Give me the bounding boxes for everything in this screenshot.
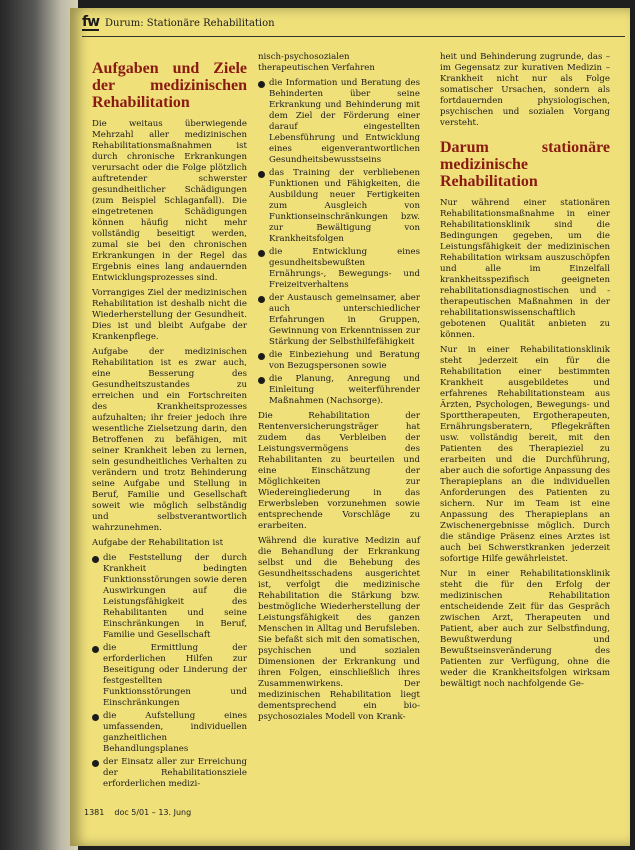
bullet-item: die Aufstellung eines umfassenden, individuellen ganzheitlichen Behandlungsplanes: [92, 711, 247, 755]
paragraph: Die Rehabilitation der Rentenversicherungsträger hat zudem das Verbleiben der Leistungsvermögens des Rehabilitanten zu beurteilen und eine Einschätzung der Möglichkeiten zur Wiedereingliederung in das Erwerbsleben vorzunehmen sowie entsprechende Vorschläge zu erarbeiten.: [258, 411, 420, 531]
bullet-item: die Feststellung der durch Krankheit bedingten Funktionsstörungen sowie deren Auswirkungen auf die Leistungsfähigkeit des Rehabilitanten und seine Einschränkungen in Beruf, Familie und Gesellschaft: [92, 553, 247, 641]
column-1: [92, 52, 247, 794]
paragraph: nisch-psychosozialen therapeutischen Verfahren: [258, 52, 375, 73]
paragraph: Während die kurative Medizin auf die Behandlung der Erkrankung selbst und die Behebung des Gesundheitsschadens ausgerichtet ist, verfolgt die medizinische Rehabilitation die Stärkung bzw. bestmögliche Wiederherstellung der Leistungsfähigkeit des ganzen Menschen in Alltag und Berufsleben. Sie befaßt sich mit den somatischen, psychischen und sozialen Dimensionen der Erkrankung und ihren Folgen, einschließlich ihres Zusammenwirkens. Der medizinischen Rehabilitation liegt dementsprechend ein bio-psychosoziales Modell von Krank-: [258, 536, 420, 722]
journal-reference: doc 5/01 – 13. Jung: [114, 808, 192, 817]
bullet-item: der Einsatz aller zur Erreichung der Rehabilitationsziele erforderlichen medizi-: [92, 757, 247, 790]
bullet-item: der Austausch gemeinsamer, aber auch unterschiedlicher Erfahrungen in Gruppen, Gewinnung von Erkenntnissen zur Stärkung der Selbsthilfefähigkeit: [258, 293, 420, 348]
heading-darum: Darum stationäre medizinische Rehabilitation: [440, 139, 610, 190]
bullet-item: die Entwicklung eines gesundheitsbewußten Ernährungs-, Bewegungs- und Freizeitverhaltens: [258, 247, 420, 291]
paragraph: Vorrangiges Ziel der medizinischen Rehabilitation ist deshalb nicht die Wiederherstellung der Gesundheit. Dies ist und bleibt Aufgabe der Krankenpflege.: [92, 288, 247, 342]
page-footer: [84, 808, 191, 817]
running-header: [82, 12, 627, 34]
page-number: 1381: [84, 808, 105, 817]
journal-logo: fw: [82, 14, 100, 30]
paragraph: Nur in einer Rehabilitationsklinik steht die für den Erfolg der medizinischen Rehabilitation entscheidende Zeit für das Gespräch zwischen Arzt, Therapeuten und Patient, aber auch zur Selbstfindung, Bewußtwerdung und Bewußtseinsveränderung des Patienten zur Verfügung, ohne die weder die Krankheitsfolgen wirksam bewältigt noch nachfolgende Ge-: [440, 569, 610, 689]
bullet-item: das Training der verbliebenen Funktionen und Fähigkeiten, die Ausbildung neuer Fertigkeiten zum Ausgleich von Funktionseinschränkungen bzw. zur Bewältigung von Krankheitsfolgen: [258, 168, 420, 245]
paragraph: heit und Behinderung zugrunde, das – im Gegensatz zur kurativen Medizin – Krankheit nicht nur als Folge somatischer Ursachen, sondern als fortdauernden physiologischen, psychischen und sozialen Vorgang versteht.: [440, 52, 610, 128]
bullet-item: die Planung, Anregung und Einleitung weiterführender Maßnahmen (Nachsorge).: [258, 374, 420, 407]
bullet-item: die Information und Beratung des Behinderten über seine Erkrankung und Behinderung mit dem Ziel der Förderung einer darauf eingestellten Lebensführung und Entwicklung eines eigenverantwortlichen Gesundheitsbewusstseins: [258, 78, 420, 166]
bullet-list: [258, 78, 420, 407]
heading-aufgaben: Aufgaben und Ziele der medizinischen Rehabilitation: [92, 60, 247, 111]
paragraph: Aufgabe der Rehabilitation ist: [92, 538, 224, 548]
bullet-list: [92, 553, 247, 790]
section-title: Durum: Stationäre Rehabilitation: [105, 17, 275, 29]
paragraph: Aufgabe der medizinischen Rehabilitation ist es zwar auch, eine Besserung des Gesundheitszustandes zu erreichen und ein Fortschreiten des Krankheitsprozesses aufzuhalten; ihr freier jedoch ihre wesentliche Zielsetzung darin, den Betroffenen zu befähigen, mit seiner Krankheit leben zu lernen, sein gesundheitliches Verhalten zu verändern und trotz Behinderung seine Aufgabe und Stellung in Beruf, Familie und Gesellschaft soweit wie möglich selbständig und selbstverantwortlich wahrzunehmen.: [92, 347, 247, 533]
header-rule: [82, 36, 625, 37]
bullet-item: die Einbeziehung und Beratung von Bezugspersonen sowie: [258, 350, 420, 372]
bullet-item: die Ermittlung der erforderlichen Hilfen zur Beseitigung oder Linderung der festgestellten Funktionsstörungen und Einschränkungen: [92, 643, 247, 709]
column-2: [258, 52, 420, 727]
paragraph: Nur in einer Rehabilitationsklinik steht jederzeit ein für die Rehabilitation einer bestimmten Krankheit ausgebildetes und erfahrenes Rehabilitationsteam aus Ärzten, Psychologen, Bewegungs- und Sporttherapeuten, Ergotherapeuten, Ernährungsberatern, Pflegekräften usw. vollständig bereit, mit den Patienten des Therapieziel zu erarbeiten und die Durchführung, aber auch die sofortige Anpassung des Therapieplans an die individuellen Anforderungen des Patienten zu sichern. Nur im Team ist eine Anpassung des Therapieplans an Zwischenergebnisse möglich. Durch die ständige Präsenz eines Arztes ist auch bei Schwerstkranken jederzeit sofortige Hilfe gewährleistet.: [440, 345, 610, 564]
paragraph: Nur während einer stationären Rehabilitationsmaßnahme in einer Rehabilitationsklinik sind die Bedingungen gegeben, um die Leistungsfähigkeit der medizinischen Rehabilitation wirksam auszuschöpfen und alle im Einzelfall krankheitsspezifisch geeigneten rehabilitationsdiagnostischen und -therapeutischen Maßnahmen in der rehabilitationswissenschaftlich gebotenen Qualität anbieten zu können.: [440, 198, 610, 340]
book-spine: [0, 0, 78, 850]
column-3: [440, 52, 610, 694]
paragraph: Die weitaus überwiegende Mehrzahl aller medizinischen Rehabilitationsmaßnahmen ist durch chronische Erkrankungen verursacht oder die Folge plötzlich auftretender schwerster gesundheitlicher Schädigungen (zum Beispiel Schlaganfall). Die eingetretenen Schädigungen können häufig nicht mehr vollständig beseitigt werden, zumal sie bei den chronischen Erkrankungen in der Regel das Ergebnis eines lang andauernden Entwicklungsprozesses sind.: [92, 119, 247, 283]
